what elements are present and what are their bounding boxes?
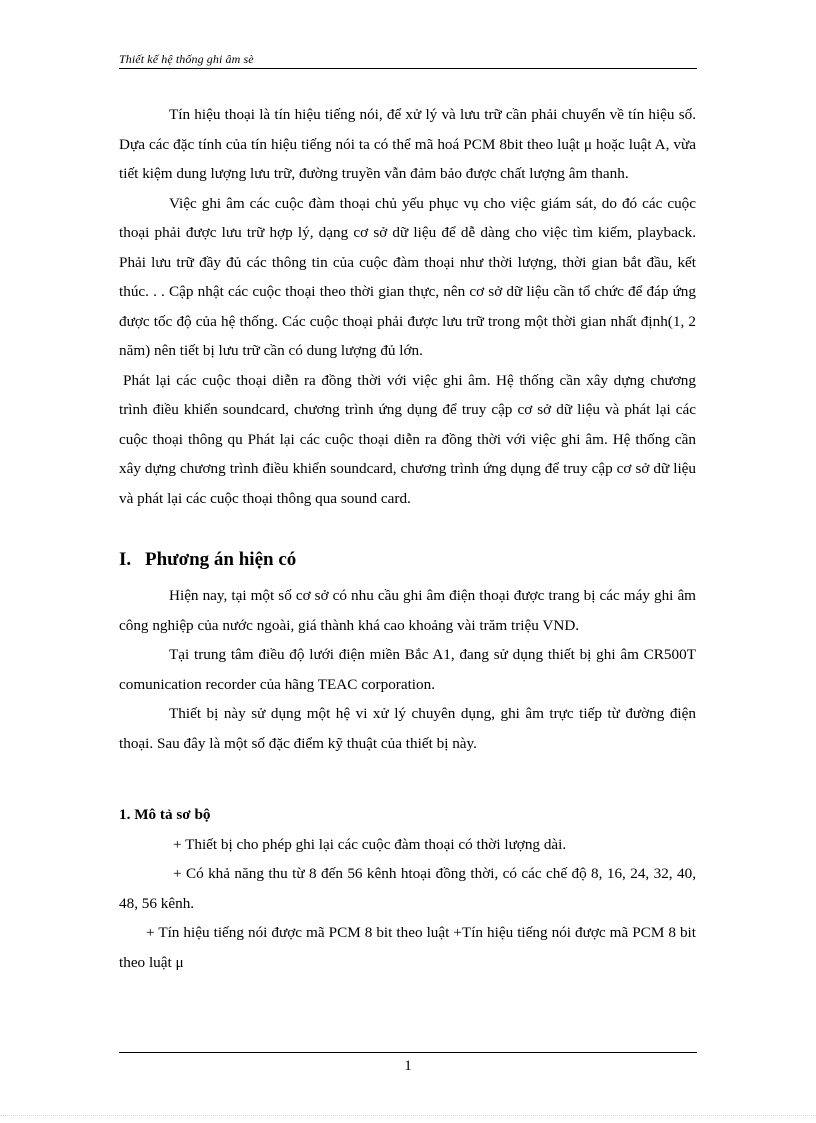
document-body	[119, 100, 696, 977]
paragraph-recording: Việc ghi âm các cuộc đàm thoại chủ yếu phục vụ cho việc giám sát, do đó các cuộc thoại phải được lưu trữ hợp lý, dạng cơ sở dữ liệu để dễ dàng cho việc tìm kiếm, playback. Phải lưu trữ đầy đủ các thông tin của cuộc đàm thoại như thời lượng, thời gian bắt đầu, kết thúc. . . Cập nhật các cuộc thoại theo thời gian thực, nên cơ sở dữ liệu cần tổ chức để đáp ứng được tốc độ của hệ thống. Các cuộc thoại phải được lưu trữ trong một thời gian nhất định(1, 2 năm) nên tiết bị lưu trữ cần có dung lượng đủ lớn.	[119, 194, 696, 359]
bullet-item: + Tín hiệu tiếng nói được mã PCM 8 bit theo luật +Tín hiệu tiếng nói được mã PCM 8 bit theo luật μ	[119, 924, 696, 971]
section-heading	[119, 545, 696, 575]
section-paragraph-3: Thiết bị này sử dụng một hệ vi xử lý chuyên dụng, ghi âm trực tiếp từ đường điện thoại. Sau đây là một số đặc điểm kỹ thuật của thiết bị này.	[119, 705, 696, 752]
header-rule	[119, 68, 697, 69]
subsection-heading: 1. Mô tả sơ bộ	[119, 806, 211, 823]
section-number: I.	[119, 549, 132, 570]
page-bottom-border	[0, 1115, 816, 1116]
section-paragraph-2: Tại trung tâm điều độ lưới điện miền Bắc A1, đang sử dụng thiết bị ghi âm CR500T comunication recorder của hãng TEAC corporation.	[119, 646, 696, 693]
paragraph-playback: Phát lại các cuộc thoại diễn ra đồng thời với việc ghi âm. Hệ thống cần xây dựng chương trình điều khiển soundcard, chương trình ứng dụng để truy cập cơ sở dữ liệu và phát lại các cuộc thoại thông qu Phát lại các cuộc thoại diễn ra đồng thời với việc ghi âm. Hệ thống cần xây dựng chương trình điều khiển soundcard, chương trình ứng dụng để truy cập cơ sở dữ liệu và phát lại các cuộc thoại thông qua sound card.	[119, 371, 696, 507]
bullet-item: + Có khả năng thu từ 8 đến 56 kênh htoại đồng thời, có các chế độ 8, 16, 24, 32, 40, 48, 56 kênh.	[119, 865, 696, 912]
paragraph-signal: Tín hiệu thoại là tín hiệu tiếng nói, để xử lý và lưu trữ cần phải chuyển về tín hiệu số. Dựa các đặc tính của tín hiệu tiếng nói ta có thể mã hoá PCM 8bit theo luật μ hoặc luật A, vừa tiết kiệm dung lượng lưu trữ, đường truyền vẫn đảm bảo được chất lượng âm thanh.	[119, 106, 696, 182]
section-title: Phương án hiện có	[145, 549, 297, 570]
bullet-item: + Thiết bị cho phép ghi lại các cuộc đàm thoại có thời lượng dài.	[173, 835, 567, 853]
footer-rule	[119, 1052, 697, 1053]
page-number: 1	[404, 1058, 412, 1074]
section-paragraph-1: Hiện nay, tại một số cơ sở có nhu cầu ghi âm điện thoại được trang bị các máy ghi âm công nghiệp của nước ngoài, giá thành khá cao khoảng vài trăm triệu VND.	[119, 587, 696, 634]
running-header: Thiết kế hệ thống ghi âm sè	[119, 52, 254, 66]
